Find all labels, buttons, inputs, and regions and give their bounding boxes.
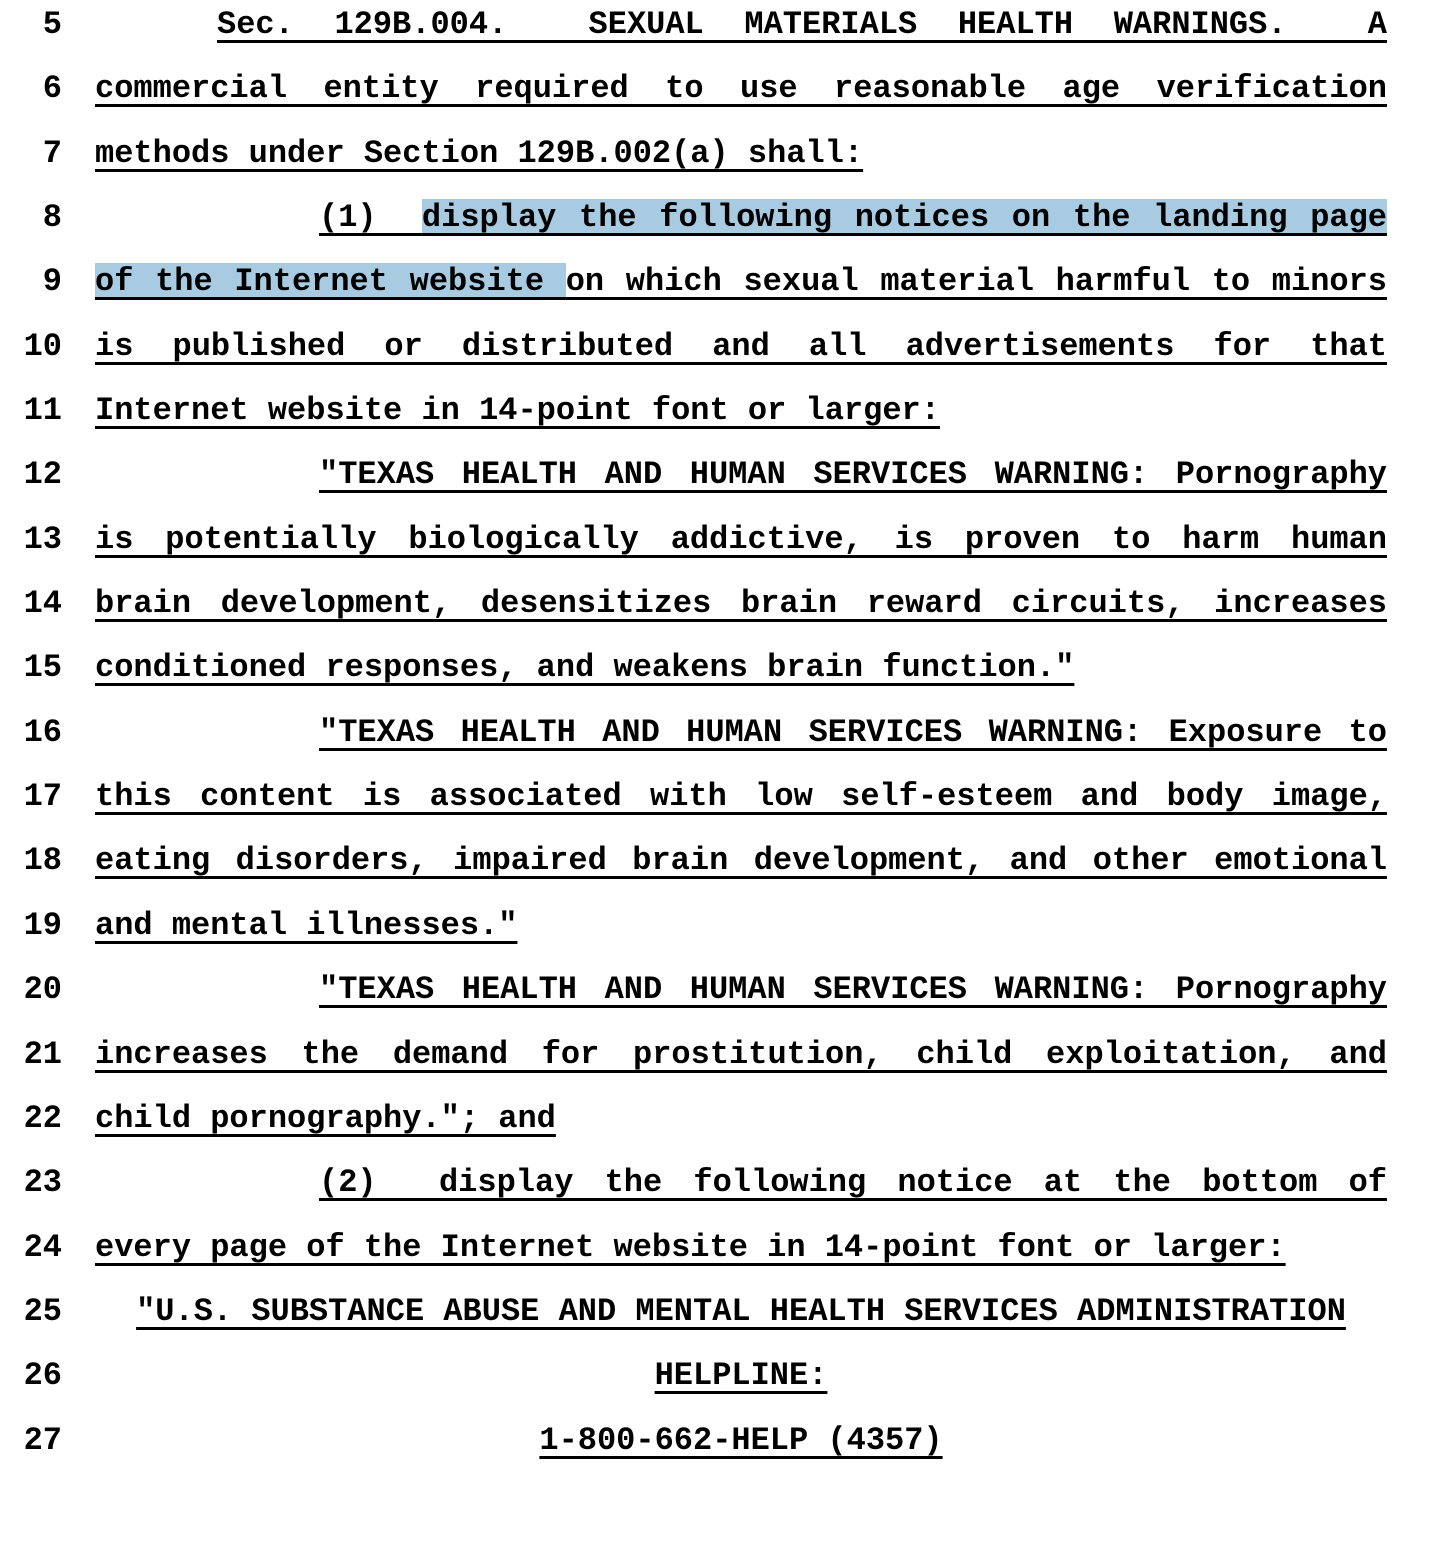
line-text [95,901,1387,951]
line-text [95,64,1387,114]
document-line [0,901,1446,965]
line-text [95,643,1387,693]
line-text [95,1223,1387,1273]
text-segment: "TEXAS HEALTH AND HUMAN SERVICES WARNING: Pornography [319,456,1387,494]
document-line [0,450,1446,514]
line-text [95,1287,1387,1337]
line-number: 20 [23,971,62,1009]
document-line [0,772,1446,836]
line-number: 5 [42,6,62,43]
text-segment: on which sexual material harmful to minors [565,263,1388,301]
line-number: 16 [23,713,62,751]
line-number: 7 [42,134,62,172]
highlighted-segment: display the following notices on the landing page [421,199,1388,237]
text-segment: methods under Section 129B.002(a) shall: [95,134,864,172]
text-segment: "U.S. SUBSTANCE ABUSE AND MENTAL HEALTH SERVICES ADMINISTRATION [136,1292,1346,1330]
line-text [95,965,1387,1015]
text-segment: (1) [319,199,422,237]
line-text [95,836,1387,886]
document-line [0,515,1446,579]
text-segment: Sec. 129B.004. SEXUAL MATERIALS HEALTH WARNINGS. A [217,6,1387,43]
line-number: 6 [42,70,62,108]
line-number: 27 [23,1421,62,1459]
line-number: 13 [23,520,62,558]
line-number: 22 [23,1099,62,1137]
line-text [95,1030,1387,1080]
text-segment: every page of the Internet website in 14-point font or larger: [95,1228,1286,1266]
line-text [95,322,1387,372]
line-number: 10 [23,327,62,365]
document-line [0,64,1446,128]
line-text [95,0,1387,50]
line-text [95,1416,1387,1466]
line-text [95,450,1387,500]
document-line [0,322,1446,386]
text-segment: is published or distributed and all advertisements for that [95,327,1387,365]
document-line [0,1287,1446,1351]
text-segment: and mental illnesses." [95,906,518,944]
text-segment: is potentially biologically addictive, is proven to harm human [95,520,1387,558]
text-segment: this content is associated with low self-esteem and body image, [95,778,1387,816]
line-number: 9 [42,263,62,301]
line-text [95,129,1387,179]
line-text [95,579,1387,629]
document-line [0,643,1446,707]
document-line [0,708,1446,772]
line-text [95,257,1387,307]
line-text [95,1158,1387,1208]
text-segment: eating disorders, impaired brain development, and other emotional [95,842,1387,880]
document-line [0,129,1446,193]
document-line [0,1158,1446,1222]
line-number: 19 [23,906,62,944]
line-number: 24 [23,1228,62,1266]
line-text [95,515,1387,565]
line-number: 25 [23,1292,62,1330]
line-number: 17 [23,778,62,816]
text-segment: "TEXAS HEALTH AND HUMAN SERVICES WARNING: Exposure to [319,713,1387,751]
line-number: 26 [23,1357,62,1395]
document-line [0,193,1446,257]
document-line [0,386,1446,450]
document-line [0,1030,1446,1094]
document-line [0,836,1446,900]
text-segment: conditioned responses, and weakens brain function." [95,649,1075,687]
line-text [95,1094,1387,1144]
document-line [0,965,1446,1029]
line-number: 21 [23,1035,62,1073]
line-text [95,708,1387,758]
text-segment: increases the demand for prostitution, child exploitation, and [95,1035,1387,1073]
text-segment: HELPLINE: [654,1357,828,1395]
text-segment: "TEXAS HEALTH AND HUMAN SERVICES WARNING: Pornography [319,971,1387,1009]
line-number: 23 [23,1164,62,1202]
text-segment: commercial entity required to use reasonable age verification [95,70,1387,108]
text-segment: brain development, desensitizes brain reward circuits, increases [95,585,1387,623]
line-text [95,772,1387,822]
text-segment: Internet website in 14-point font or larger: [95,392,940,430]
line-text [95,1351,1387,1401]
document-line [0,1351,1446,1415]
document-line [0,579,1446,643]
text-segment: (2) display the following notice at the bottom of [319,1164,1387,1202]
document-line [0,1416,1446,1480]
document-line [0,1223,1446,1287]
document-line [0,1094,1446,1158]
line-text [95,386,1387,436]
line-number: 14 [23,585,62,623]
highlighted-segment: of the Internet website [95,263,566,301]
line-text [95,193,1387,243]
document-line [0,257,1446,321]
document-line [0,0,1446,64]
text-segment: child pornography."; and [95,1099,556,1137]
text-segment: 1-800-662-HELP (4357) [539,1421,943,1459]
line-number: 15 [23,649,62,687]
line-number: 12 [23,456,62,494]
line-number: 8 [42,199,62,237]
line-number: 11 [23,392,62,430]
line-number: 18 [23,842,62,880]
